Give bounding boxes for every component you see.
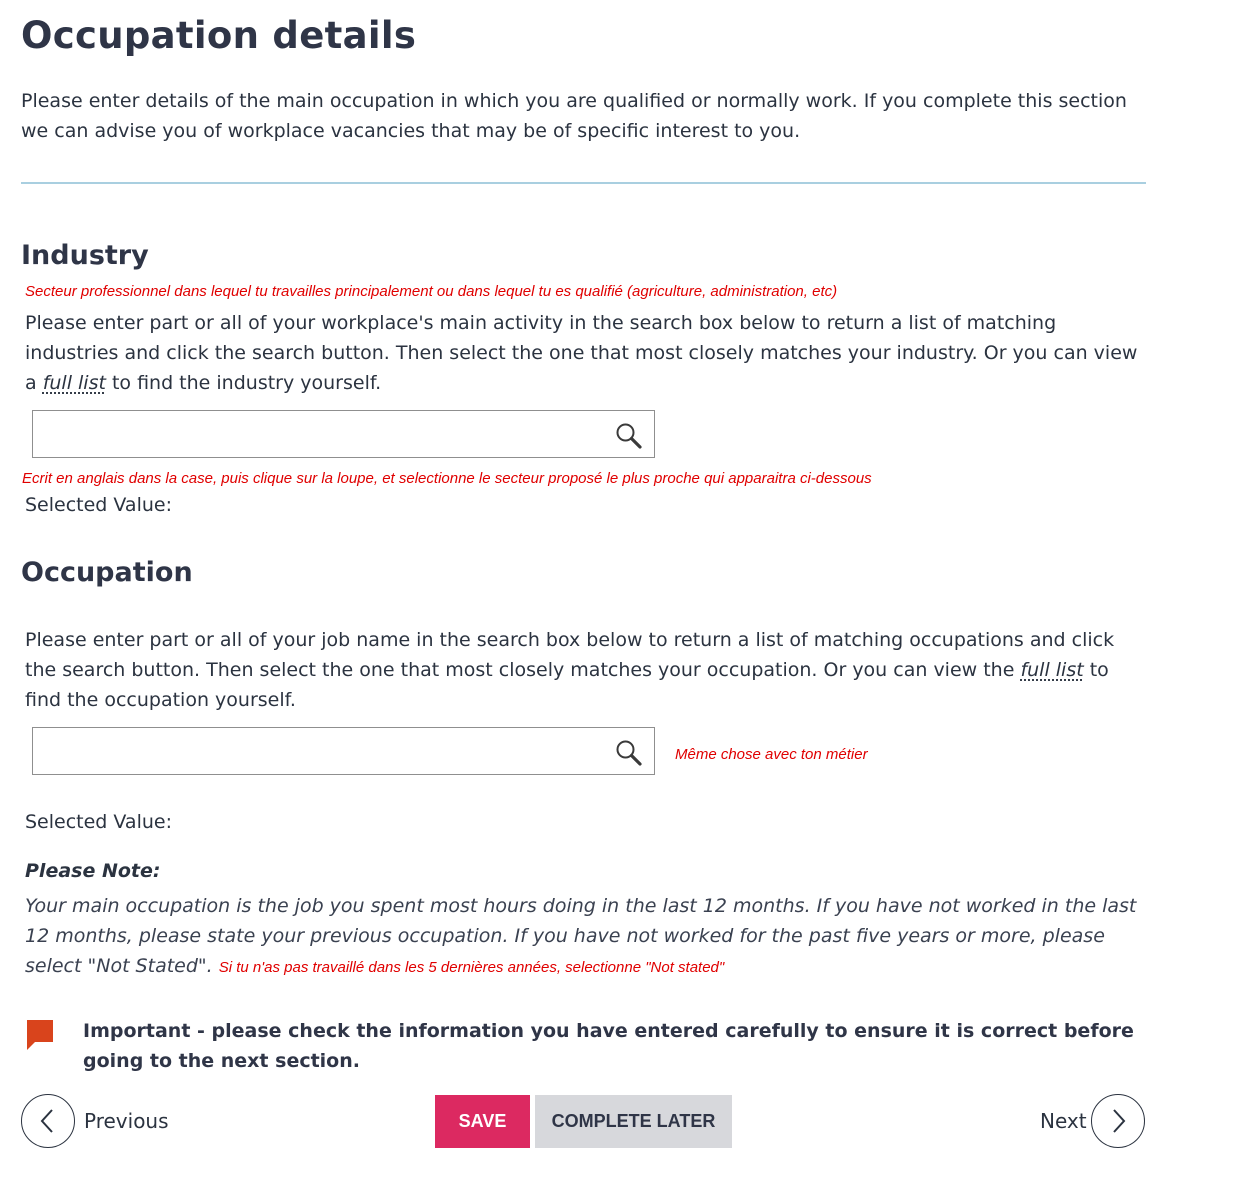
industry-search-input[interactable]: [41, 417, 605, 453]
industry-search-box: [32, 410, 655, 458]
divider: [21, 182, 1146, 184]
occupation-selected-value: Selected Value:: [25, 811, 172, 833]
note-heading: Please Note:: [25, 860, 161, 882]
next-button[interactable]: [1091, 1094, 1145, 1148]
note-hint: Si tu n'as pas travaillé dans les 5 dernières années, selectionne "Not stated": [218, 959, 725, 976]
occupation-search-button[interactable]: [614, 738, 644, 768]
occupation-instructions-text: Please enter part or all of your job name in the search box below to return a list of matching occupations and click the search button. Then select the one that most closely matches your occupation. Or you can view the: [25, 629, 1115, 681]
note-body: Your main occupation is the job you spent most hours doing in the last 12 months. If you have not worked in the last 12 months, please state your previous occupation. If you have not worked for the past five years or more, please select "Not Stated".: [25, 895, 1137, 977]
industry-search-button[interactable]: [614, 421, 644, 451]
occupation-full-list-link[interactable]: full list: [1020, 659, 1084, 681]
industry-instructions-text-end: to find the industry yourself.: [105, 372, 382, 394]
complete-later-button[interactable]: COMPLETE LATER: [535, 1095, 732, 1148]
search-icon: [614, 738, 644, 768]
industry-instructions-text: Please enter part or all of your workplace's main activity in the search box below to return a list of matching industries and click the search button. Then select the one that most closely matches your industry. Or you can view a: [25, 312, 1138, 394]
page-title: Occupation details: [21, 14, 417, 57]
industry-heading: Industry: [21, 240, 149, 271]
note-text: [25, 891, 1145, 983]
page-intro: Please enter details of the main occupation in which you are qualified or normally work. If you complete this section we can advise you of workplace vacancies that may be of specific interest to you.: [21, 90, 1127, 142]
chevron-left-icon: [38, 1108, 58, 1134]
chevron-right-icon: [1108, 1108, 1128, 1134]
occupation-heading: Occupation: [21, 557, 193, 588]
industry-instructions: [25, 308, 1150, 398]
occupation-instructions-text-end: to find the occupation yourself.: [25, 659, 1109, 711]
industry-full-list-link[interactable]: full list: [42, 372, 106, 394]
previous-label[interactable]: Previous: [84, 1109, 169, 1133]
industry-hint-top: Secteur professionnel dans lequel tu travailles principalement ou dans lequel tu es qualifié (agriculture, administration, etc): [25, 283, 838, 300]
important-notice: Important - please check the information you have entered carefully to ensure it is correct before going to the next section.: [83, 1020, 1134, 1072]
next-label[interactable]: Next: [1040, 1109, 1087, 1133]
industry-hint-bottom: Ecrit en anglais dans la case, puis clique sur la loupe, et selectionne le secteur proposé le plus proche qui apparaitra ci-dessous: [22, 470, 872, 487]
save-button[interactable]: SAVE: [435, 1095, 530, 1148]
occupation-instructions: [25, 625, 1150, 715]
flag-icon: [27, 1020, 53, 1050]
search-icon: [614, 421, 644, 451]
occupation-search-box: [32, 727, 655, 775]
previous-button[interactable]: [21, 1094, 75, 1148]
occupation-search-input[interactable]: [41, 734, 605, 770]
occupation-hint-side: Même chose avec ton métier: [675, 746, 868, 763]
industry-selected-value: Selected Value:: [25, 494, 172, 516]
